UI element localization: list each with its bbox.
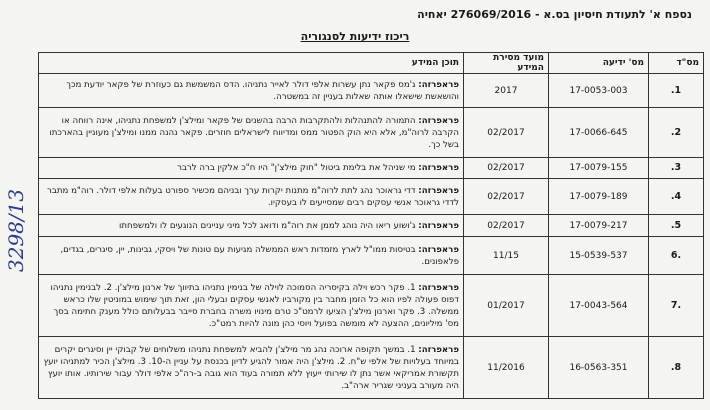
row-content bbox=[39, 215, 464, 237]
col-header-ref: מס' ידיעה bbox=[549, 53, 649, 74]
row-num: 2. bbox=[649, 108, 704, 158]
row-date: 02/2017 bbox=[464, 158, 549, 179]
row-label: פראפרזה: bbox=[418, 115, 459, 126]
row-num: 4. bbox=[649, 179, 704, 215]
row-ref: 17-0043-564 bbox=[549, 275, 649, 337]
col-header-date: מועד מסירת המידע bbox=[464, 53, 549, 74]
row-date: 02/2017 bbox=[464, 215, 549, 237]
row-ref: 15-0539-537 bbox=[549, 237, 649, 275]
table-header-row bbox=[39, 53, 704, 74]
row-content bbox=[39, 337, 464, 399]
row-text: 1. פקר רכש וילה בקיסריה הסמוכה לוילה של בנימין נתניהו בתיווך של ארנון מילצ'ן. 2. לבנימין נתניהו דפוס פעולה לפיו הוא כל הזמן מחבר בין מקורביו לאנשי עסקים ובעלי הון, זאת תוך שימוש במוניטין שלו כראש ממשלה. 3. פקר וארנון מילצ'ן הציעו לרמט"כ טרם מינויו משרה בחברת סייבר בבעלותם כולל מענק חתימה בסך מס' מיליונים, ההצעה לא מומשה בפועל ויוסי כהן מונה להיות רמט"כ. bbox=[50, 282, 459, 329]
table-row bbox=[39, 237, 704, 275]
row-date: 02/2017 bbox=[464, 179, 549, 215]
row-num: 5. bbox=[649, 215, 704, 237]
row-num: 1. bbox=[649, 74, 704, 108]
row-label: פראפרזה: bbox=[418, 282, 459, 293]
row-label: פראפרזה: bbox=[418, 344, 459, 355]
table-row bbox=[39, 158, 704, 179]
document-title: ריכוז ידיעות לסנגוריה bbox=[300, 30, 410, 43]
table-row bbox=[39, 215, 704, 237]
row-ref: 17-0079-189 bbox=[549, 179, 649, 215]
row-text: 1. במשך תקופה ארוכה נהג מר מילצ'ן להביא למשפחת נתניהו משלוחים של קבוקי יין וסיגרים יקרים במיוחד בעלויות של אלפי ש"ח. 2. מילצ'ן היה אמור להגיע לדיון בכנסת על עניין ה-10. 3. מילצ'ן הכיר למתניהו יועץ תקשורת אמריקאי אשר נתן לו שירותי ייעוץ ללא תמורה בעוד הוא גובה ב-רה"כ אלפי דולר עבור שירותיו. אותו יועץ היה מעורב בעניני שגריר ארה"ב. bbox=[43, 344, 459, 391]
table-row bbox=[39, 275, 704, 337]
row-ref: 16-0563-351 bbox=[549, 337, 649, 399]
row-label: פראפרזה: bbox=[418, 79, 459, 90]
row-num: .7 bbox=[649, 275, 704, 337]
row-text: מי שניהל את בלימת ביטול "חוק מילצ'ן" היו ח"כ אלקין ברה לרבר bbox=[177, 163, 416, 173]
row-content bbox=[39, 237, 464, 275]
row-ref: 17-0079-217 bbox=[549, 215, 649, 237]
col-header-serial: מס"ד bbox=[649, 53, 704, 74]
row-text: בטיסות ממו"ל לארץ מזמדות ראש הממשלה מגיעות עם טונות של ויסקי, גבינות, יין, סיגרים, בגדים, פלאפונים. bbox=[60, 244, 459, 267]
row-content bbox=[39, 275, 464, 337]
row-label: פראפרזה: bbox=[418, 244, 459, 255]
row-text: ג'ושוע ריאו היה נוהג לממן את רוה"מ ודואג לכל מיני עניינים הנוגעים לו ולמשפחתו bbox=[119, 220, 416, 231]
row-date: 2017 bbox=[464, 74, 549, 108]
table-row bbox=[39, 108, 704, 158]
row-text: ג'מס פקאר נתן עשרות אלפי דולר לאייר נתניהו. הדס המשמשת גם כעוזרת של פקאר יודעת מכך והושאשת שישאלו אותה שאלות בעניין זה במשטרה. bbox=[66, 79, 459, 102]
row-ref: 17-0053-003 bbox=[549, 74, 649, 108]
table-row bbox=[39, 179, 704, 215]
row-date: 01/2017 bbox=[464, 275, 549, 337]
handwritten-note: 3298/13 bbox=[4, 188, 28, 272]
row-date: 02/2017 bbox=[464, 108, 549, 158]
row-text: דדי גראוכר נהג לתת לרוה"מ מתנות יקרות ערך ובניהם מכשיר ספורט בעלות אלפי דולר. רוה"מ מתבר לדדי גראוכר אנשי עסקים רבים שמסייעים לו בעסקיו. bbox=[47, 185, 459, 208]
row-num: .6 bbox=[649, 237, 704, 275]
row-content bbox=[39, 108, 464, 158]
row-label: פראפרזה: bbox=[418, 163, 459, 173]
information-table bbox=[38, 52, 704, 399]
row-content bbox=[39, 158, 464, 179]
row-date: 11/2016 bbox=[464, 337, 549, 399]
table-row bbox=[39, 337, 704, 399]
table-row bbox=[39, 74, 704, 108]
row-num: 3. bbox=[649, 158, 704, 179]
row-ref: 17-0066-645 bbox=[549, 108, 649, 158]
row-label: פראפרזה: bbox=[418, 185, 459, 196]
row-text: התמורה להתנהלות ולהתקרבות הרבה בהשנים של פקאר ומילצ'ן למשפחת נתניהו, אינה רווחה או הקרבה לרוה"מ, אלא היא הוק הפטור ממס ומדיווח לישראלים חוזרים. פקאר נהנה ממנו ומילצ'ן מעוניין בהארכתו בשל כך. bbox=[49, 115, 459, 150]
row-content bbox=[39, 179, 464, 215]
row-num: 8. bbox=[649, 337, 704, 399]
row-ref: 17-0079-155 bbox=[549, 158, 649, 179]
document-header: נספח א' לתעודת חיסיון בס.א - 276069/2016 יאחיה bbox=[417, 8, 692, 21]
row-label: פראפרזה: bbox=[418, 220, 459, 231]
row-content bbox=[39, 74, 464, 108]
col-header-content: תוכן המידע bbox=[39, 53, 464, 74]
row-date: 11/15 bbox=[464, 237, 549, 275]
